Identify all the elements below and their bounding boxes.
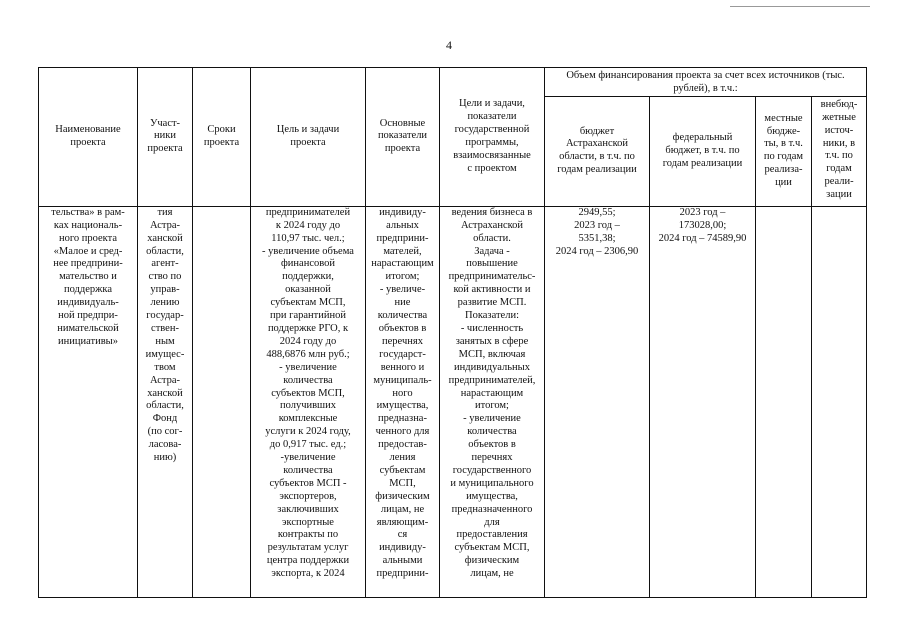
header-terms <box>193 68 251 207</box>
cell-federal-budget-text: 2023 год – 173028,00; 2024 год – 74589,90 <box>658 206 747 244</box>
header-financing-text: Объем финансирования проекта за счет всех источников (тыс. рублей), в т.ч.: <box>566 70 845 94</box>
cell-goal <box>251 206 366 597</box>
header-federal-budget-text: федеральный бюджет, в т.ч. по годам реализации <box>662 131 743 169</box>
header-indicators-text: Основные показатели проекта <box>377 117 428 155</box>
cell-program-goals-text: ведения бизнеса в Астраханской области. Задача - повышение предпринимательс- кой активности и развитие МСП. Показатели: - численность занятых в сфере МСП, включая индивидуальных предпринимателей, нарастающим итогом; - увеличение количества объектов в перечнях государственного и муниципального имущества, предназначенного для предоставления субъектам МСП, физическим лицам, не <box>448 206 536 580</box>
header-terms-text: Сроки проекта <box>203 124 240 148</box>
header-row-1 <box>39 68 867 97</box>
header-goal <box>251 68 366 207</box>
cell-indicators-text: индивиду- альных предприни- мателей, нарастающим итогом; - увеличе- ние количества объектов в перечнях государст- венного и муниципаль- ного имущества, предназна- ченного для предостав- ления субъектам МСП, физическим лицам, не являющим- ся индивиду- альными предприни- <box>371 206 434 580</box>
header-indicators <box>366 68 440 207</box>
header-federal-budget <box>650 96 756 206</box>
scan-edge-line <box>730 6 870 7</box>
header-off-budget <box>812 96 867 206</box>
cell-off-budget <box>812 206 867 597</box>
cell-goal-text: предпринимателей к 2024 году до 110,97 тыс. чел.; - увеличение объема финансовой поддержки, оказанной субъектам МСП, при гарантийной поддержке РГО, к 2024 году до 488,6876 млн руб.; - увеличение количества субъектов МСП, получивших комплексные услуги к 2024 году, до 0,917 тыс. ед.; -увеличение количества субъектов МСП - экспортеров, заключивших экспортные контракты по результатам услуг центра поддержки экспорта, к 2024 <box>262 206 354 580</box>
cell-name <box>39 206 138 597</box>
header-name <box>39 68 138 207</box>
header-off-budget-text: внебюд- жетные источ- ники, в т.ч. по годам реали- зации <box>820 98 858 201</box>
header-name-text: Наименование проекта <box>55 124 121 148</box>
cell-local-budgets <box>756 206 812 597</box>
cell-name-text: тельства» в рам- ках националь- ного проекта «Малое и сред- нее предприни- мательство и поддержка индивидуаль- ной предпри- нимательской инициативы» <box>51 206 125 347</box>
header-local-budgets <box>756 96 812 206</box>
header-participants <box>138 68 193 207</box>
header-local-budgets-text: местные бюдже- ты, в т.ч. по годам реализа- ции <box>763 112 804 189</box>
cell-regional-budget-text: 2949,55; 2023 год – 5351,38; 2024 год – 2306,90 <box>555 206 639 257</box>
header-financing <box>545 68 867 97</box>
header-regional-budget-text: бюджет Астраханской области, в т.ч. по годам реализации <box>557 125 637 176</box>
header-program-goals <box>440 68 545 207</box>
table-row <box>39 206 867 597</box>
cell-federal-budget <box>650 206 756 597</box>
cell-indicators <box>366 206 440 597</box>
cell-participants <box>138 206 193 597</box>
header-program-goals-text: Цели и задачи, показатели государственной программы, взаимосвязанные с проектом <box>453 98 531 174</box>
header-goal-text: Цель и задачи проекта <box>276 124 340 148</box>
page-number: 4 <box>446 38 452 52</box>
cell-participants-text: тия Астра- ханской области, агент- ство по управ- лению государ- ствен- ным имущес- твом Астра- ханской области, Фонд (по сог- ласова- нию) <box>145 206 185 464</box>
project-table <box>38 67 867 598</box>
cell-regional-budget <box>545 206 650 597</box>
cell-program-goals <box>440 206 545 597</box>
header-participants-text: Участ- ники проекта <box>147 117 183 155</box>
header-regional-budget <box>545 96 650 206</box>
cell-terms <box>193 206 251 597</box>
